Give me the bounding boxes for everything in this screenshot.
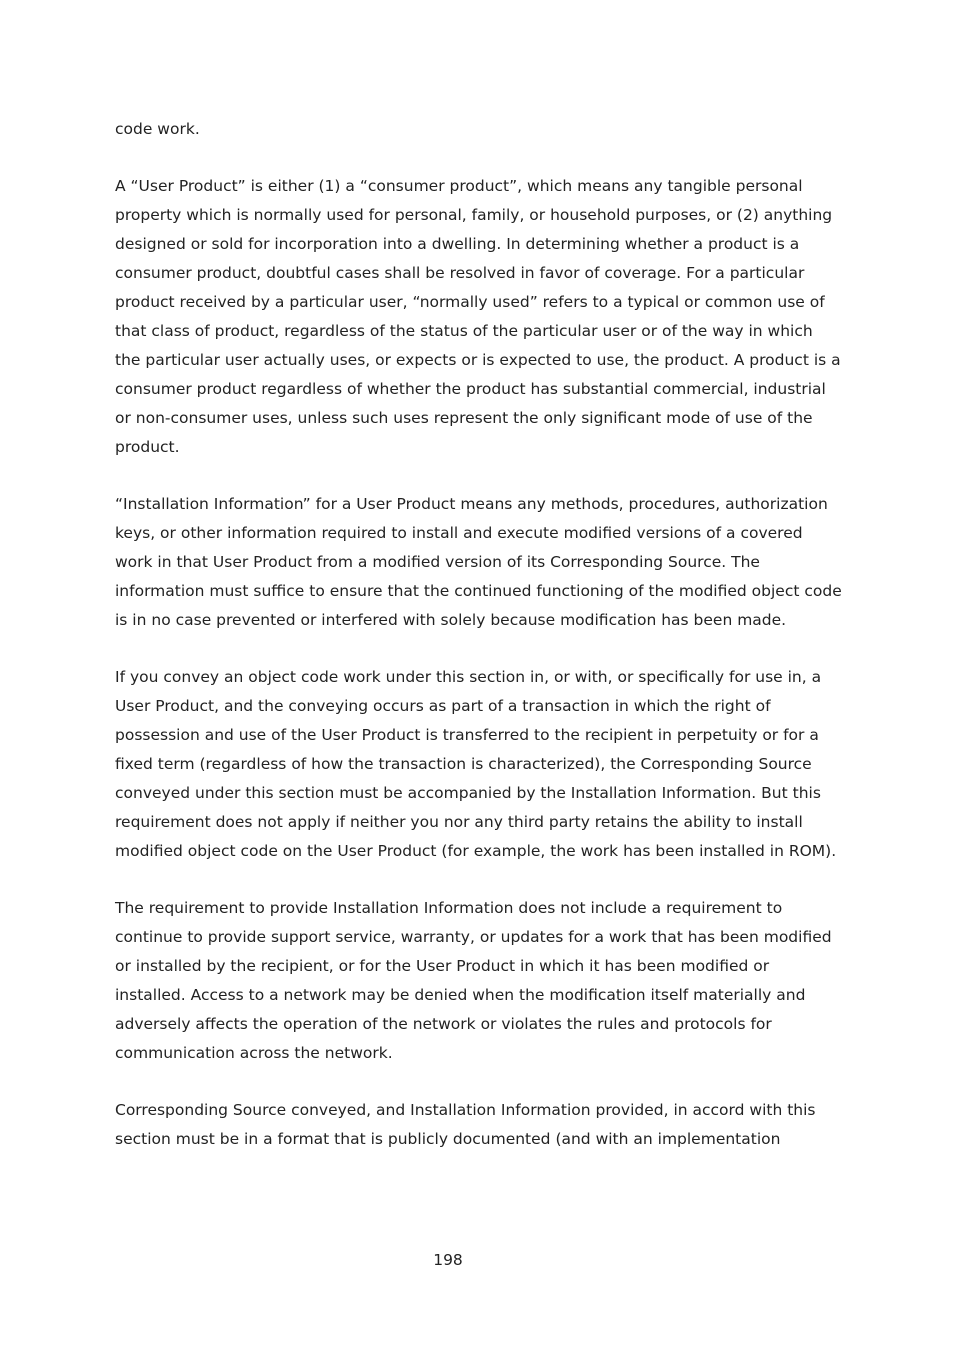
paragraph-format-requirement: Corresponding Source conveyed, and Installation Information provided, in accord with this section must be in a format that is publicly documented (and with an implementation (115, 1101, 816, 1148)
paragraph-installation-information: “Installation Information” for a User Product means any methods, procedures, authorization keys, or other information required to install and execute modified versions of a covered work in that User Product from a modified version of its Corresponding Source. The information must suffice to ensure that the continued functioning of the modified object code is in no case prevented or interfered with solely because modification has been made. (115, 495, 842, 629)
paragraph-support-requirement: The requirement to provide Installation Information does not include a requirement to continue to provide support service, warranty, or updates for a work that has been modified or installed by the recipient, or for the User Product in which it has been modified or installed. Access to a network may be denied when the modification itself materially and adversely affects the operation of the network or violates the rules and protocols for communication across the network. (115, 899, 832, 1062)
page-number: 198 (433, 1251, 463, 1269)
page-body (115, 115, 843, 1182)
paragraph-user-product: A “User Product” is either (1) a “consumer product”, which means any tangible personal property which is normally used for personal, family, or household purposes, or (2) anything designed or sold for incorporation into a dwelling. In determining whether a product is a consumer product, doubtful cases shall be resolved in favor of coverage. For a particular product received by a particular user, “normally used” refers to a typical or common use of that class of product, regardless of the status of the particular user or of the way in which the particular user actually uses, or expects or is expected to use, the product. A product is a consumer product regardless of whether the product has substantial commercial, industrial or non-consumer uses, unless such uses represent the only significant mode of use of the product. (115, 177, 841, 456)
paragraph-continuation: code work. (115, 120, 200, 138)
paragraph-conveying-object-code: If you convey an object code work under this section in, or with, or specifically for use in, a User Product, and the conveying occurs as part of a transaction in which the right of possession and use of the User Product is transferred to the recipient in perpetuity or for a fixed term (regardless of how the transaction is characterized), the Corresponding Source conveyed under this section must be accompanied by the Installation Information. But this requirement does not apply if neither you nor any third party retains the ability to install modified object code on the User Product (for example, the work has been installed in ROM). (115, 668, 837, 860)
